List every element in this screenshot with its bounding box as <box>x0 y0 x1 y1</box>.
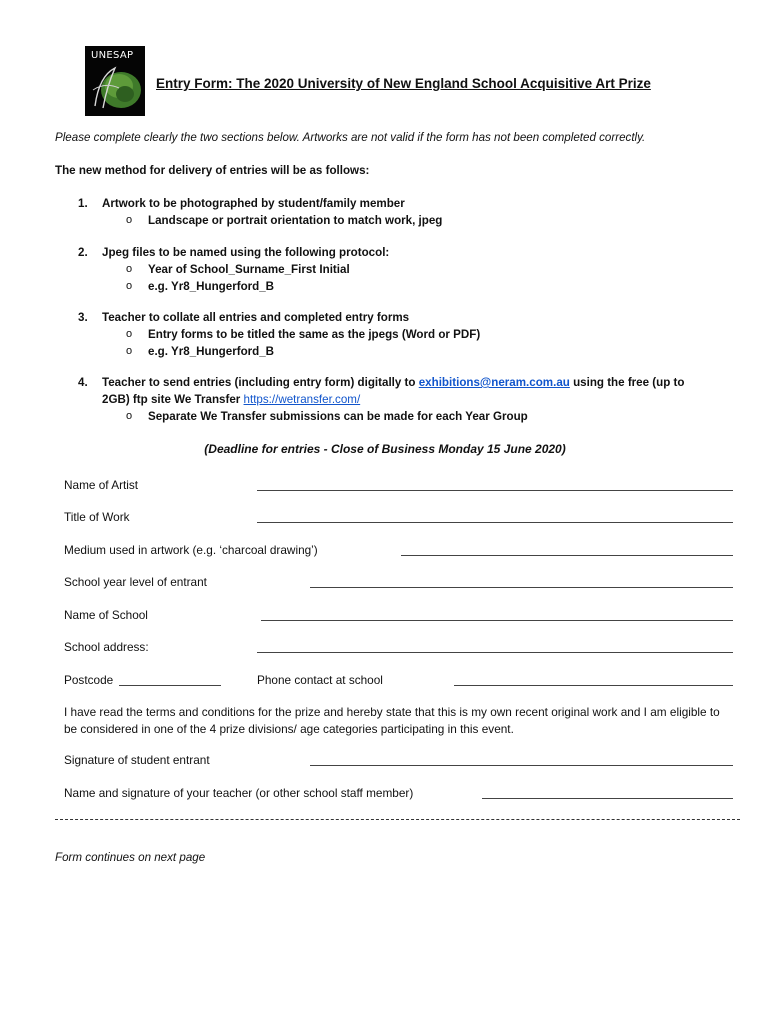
sub-text: e.g. Yr8_Hungerford_B <box>148 345 275 358</box>
artist-label: Name of Artist <box>64 478 139 492</box>
teacher-field[interactable] <box>482 798 733 799</box>
declaration-text: I have read the terms and conditions for the prize and hereby state that this is my own recent original work and I am eligible to be considered in one of the 4 prize divisions/ age categories participating in this event. <box>64 705 720 736</box>
intro-text: Please complete clearly the two sections below. Artworks are not valid if the form has not been completed correctly. <box>55 131 646 144</box>
section-divider <box>55 819 740 830</box>
step-text <box>102 393 360 406</box>
year-level-field[interactable] <box>310 587 733 588</box>
step-text-part: using the free (up to <box>569 376 685 389</box>
postcode-field[interactable] <box>119 685 221 686</box>
school-address-label: School address: <box>64 640 149 654</box>
page-title: Entry Form: The 2020 University of New England School Acquisitive Art Prize <box>156 76 651 91</box>
email-link[interactable]: exhibitions@neram.com.au <box>418 376 570 389</box>
logo-text: UNESAP <box>91 50 134 61</box>
step-text: Teacher to collate all entries and completed entry forms <box>102 311 410 324</box>
teacher-label: Name and signature of your teacher (or other school staff member) <box>64 786 414 800</box>
sub-bullet: o <box>126 263 133 275</box>
method-heading: The new method for delivery of entries will be as follows: <box>55 164 370 177</box>
sub-bullet: o <box>126 410 133 422</box>
step-number: 4. <box>78 376 88 389</box>
sub-bullet: o <box>126 328 133 340</box>
step-number: 2. <box>78 246 88 259</box>
sub-bullet: o <box>126 345 133 357</box>
sub-text: Entry forms to be titled the same as the jpegs (Word or PDF) <box>148 328 481 341</box>
year-level-label: School year level of entrant <box>64 575 207 589</box>
signature-label: Signature of student entrant <box>64 753 210 767</box>
school-name-label: Name of School <box>64 608 148 622</box>
step-text <box>102 376 685 389</box>
title-label: Title of Work <box>64 510 130 524</box>
sub-text: Separate We Transfer submissions can be made for each Year Group <box>148 410 528 423</box>
phone-field[interactable] <box>454 685 733 686</box>
unesap-logo <box>85 46 145 116</box>
step-text: Artwork to be photographed by student/family member <box>102 197 405 210</box>
step-number: 1. <box>78 197 88 210</box>
sub-bullet: o <box>126 280 133 292</box>
step-text: Jpeg files to be named using the following protocol: <box>102 246 390 259</box>
wetransfer-link[interactable]: https://wetransfer.com/ <box>243 393 361 406</box>
sub-text: Year of School_Surname_First Initial <box>148 263 350 276</box>
sub-text: Landscape or portrait orientation to match work, jpeg <box>148 214 443 227</box>
footer-note: Form continues on next page <box>55 851 206 864</box>
deadline-text: (Deadline for entries - Close of Business Monday 15 June 2020) <box>204 442 566 456</box>
sub-bullet: o <box>126 214 133 226</box>
step-text-part: Teacher to send entries (including entry form) digitally to <box>102 376 419 389</box>
phone-label: Phone contact at school <box>257 673 383 687</box>
medium-label: Medium used in artwork (e.g. ‘charcoal drawing’) <box>64 543 318 557</box>
artist-field[interactable] <box>257 490 733 491</box>
step-number: 3. <box>78 311 88 324</box>
signature-field[interactable] <box>310 765 733 766</box>
title-field[interactable] <box>257 522 733 523</box>
postcode-label: Postcode <box>64 673 114 687</box>
sub-text: e.g. Yr8_Hungerford_B <box>148 280 275 293</box>
medium-field[interactable] <box>401 555 733 556</box>
school-name-field[interactable] <box>261 620 733 621</box>
step-text-part: 2GB) ftp site We Transfer <box>102 393 244 406</box>
school-address-field[interactable] <box>257 652 733 653</box>
